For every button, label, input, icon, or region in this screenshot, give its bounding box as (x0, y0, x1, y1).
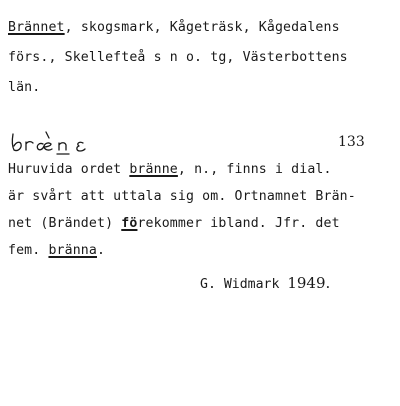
body-line-3-post: rekommer ibland. Jfr. det (137, 216, 340, 231)
body-line-4-post: . (97, 243, 106, 258)
phonetic-transcription (10, 128, 130, 156)
signature-name: G. Widmark (200, 277, 288, 292)
header-line-2: förs., Skellefteå s n o. tg, Västerbottens (8, 50, 348, 65)
header-line-1 (8, 20, 340, 36)
header-line-3: län. (8, 80, 41, 95)
overtyped-fo: fö (121, 216, 138, 231)
word-bränna: bränna (48, 243, 97, 258)
headword: Brännet (8, 20, 65, 35)
signature-year: 1949. (287, 274, 331, 292)
body-line-3 (8, 216, 340, 232)
header-line-1-rest: , skogsmark, Kågeträsk, Kågedalens (64, 20, 340, 35)
body-line-4 (8, 243, 105, 259)
word-bränne: bränne (129, 162, 178, 177)
body-line-1-post: , n., finns i dial. (177, 162, 332, 177)
body-line-1 (8, 162, 332, 178)
body-line-3-pre: net (Brändet) (8, 216, 122, 231)
card-number: 133 (338, 134, 365, 150)
phonetic-handwriting (10, 128, 130, 156)
body-line-4-pre: fem. (8, 243, 49, 258)
body-line-1-pre: Huruvida ordet (8, 162, 130, 177)
body-line-2: är svårt att uttala sig om. Ortnamnet Brän- (8, 189, 356, 204)
signature (200, 274, 330, 292)
